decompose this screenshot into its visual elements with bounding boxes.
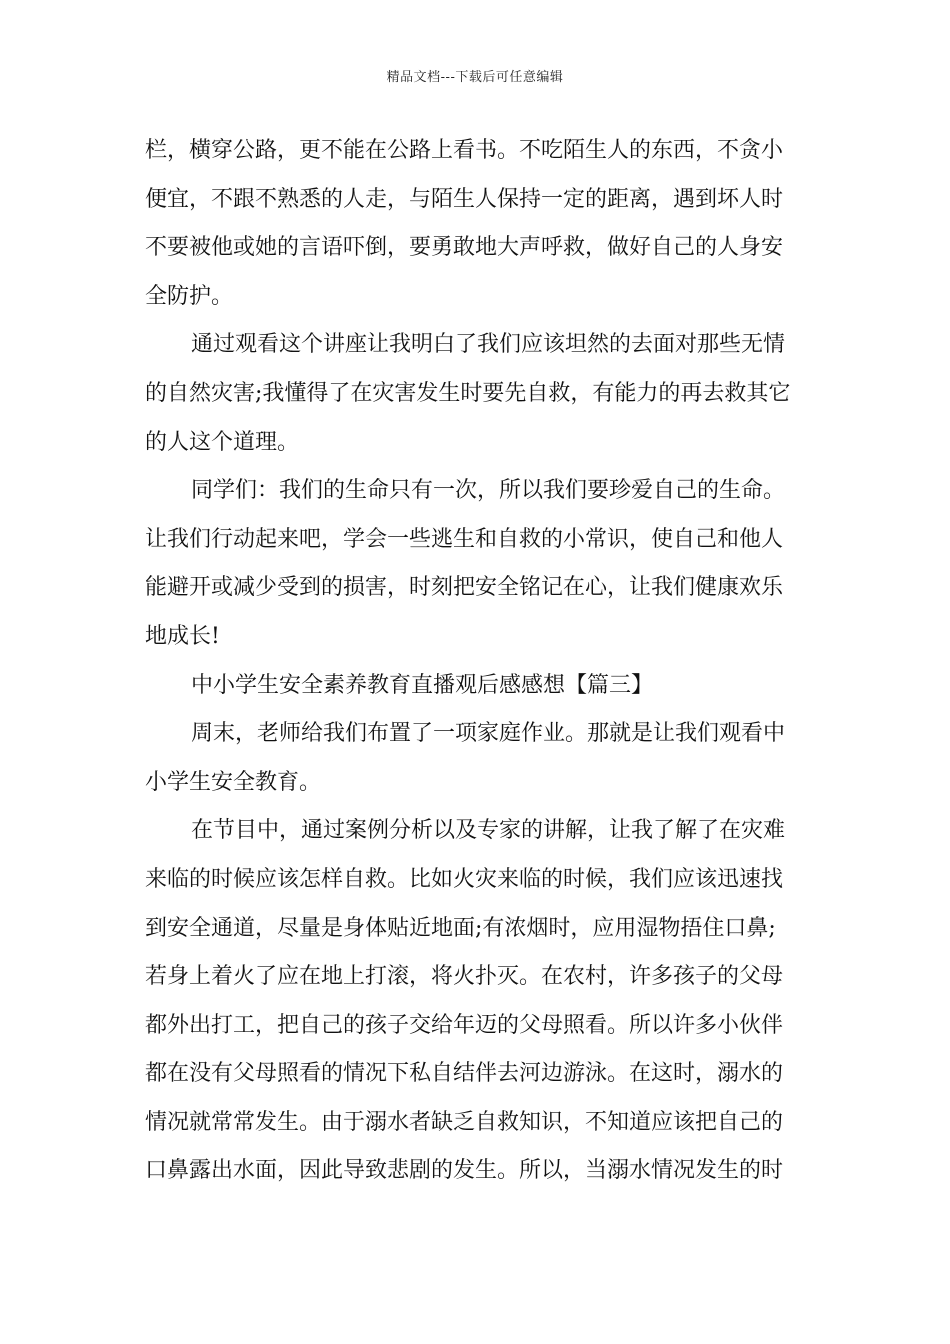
text-line: 都外出打工，把自己的孩子交给年迈的父母照看。所以许多小伙伴 [145, 1012, 784, 1038]
text-line: 的人这个道理。 [145, 429, 300, 455]
text-line: 栏，横穿公路，更不能在公路上看书。不吃陌生人的东西，不贪小 [145, 138, 784, 163]
paragraph-start-line: 同学们：我们的生命只有一次，所以我们要珍爱自己的生命。 [191, 478, 786, 504]
text-line: 都在没有父母照看的情况下私自结伴去河边游泳。在这时，溺水的 [145, 1061, 784, 1087]
text-line: 的自然灾害;我懂得了在灾害发生时要先自救，有能力的再去救其它 [145, 380, 791, 406]
text-line: 口鼻露出水面，因此导致悲剧的发生。所以，当溺水情况发生的时 [145, 1158, 784, 1184]
document-body [145, 133, 810, 1202]
text-line: 小学生安全教育。 [145, 769, 322, 795]
text-line: 到安全通道，尽量是身体贴近地面;有浓烟时，应用湿物捂住口鼻; [145, 915, 776, 941]
text-line: 来临的时候应该怎样自救。比如火灾来临的时候，我们应该迅速找 [145, 866, 784, 892]
page-header: 精品文档---下载后可任意编辑 [386, 70, 564, 85]
text-line: 地成长! [145, 623, 220, 649]
text-line: 情况就常常发生。由于溺水者缺乏自救知识，不知道应该把自己的 [145, 1109, 784, 1135]
paragraph-start-line: 通过观看这个讲座让我明白了我们应该坦然的去面对那些无情 [191, 332, 786, 358]
text-line: 让我们行动起来吧，学会一些逃生和自救的小常识，使自己和他人 [145, 526, 784, 552]
text-line: 能避开或减少受到的损害，时刻把安全铭记在心，让我们健康欢乐 [145, 575, 784, 601]
section-heading: 中小学生安全素养教育直播观后感感想【篇三】 [191, 672, 654, 698]
text-line: 全防护。 [145, 283, 234, 309]
paragraph-start-line: 周末，老师给我们布置了一项家庭作业。那就是让我们观看中 [191, 721, 786, 747]
paragraph-start-line: 在节目中，通过案例分析以及专家的讲解，让我了解了在灾难 [191, 818, 786, 844]
text-line: 不要被他或她的言语吓倒，要勇敢地大声呼救，做好自己的人身安 [145, 235, 784, 261]
text-line: 便宜，不跟不熟悉的人走，与陌生人保持一定的距离，遇到坏人时 [145, 186, 784, 212]
text-line: 若身上着火了应在地上打滚，将火扑灭。在农村，许多孩子的父母 [145, 964, 784, 990]
